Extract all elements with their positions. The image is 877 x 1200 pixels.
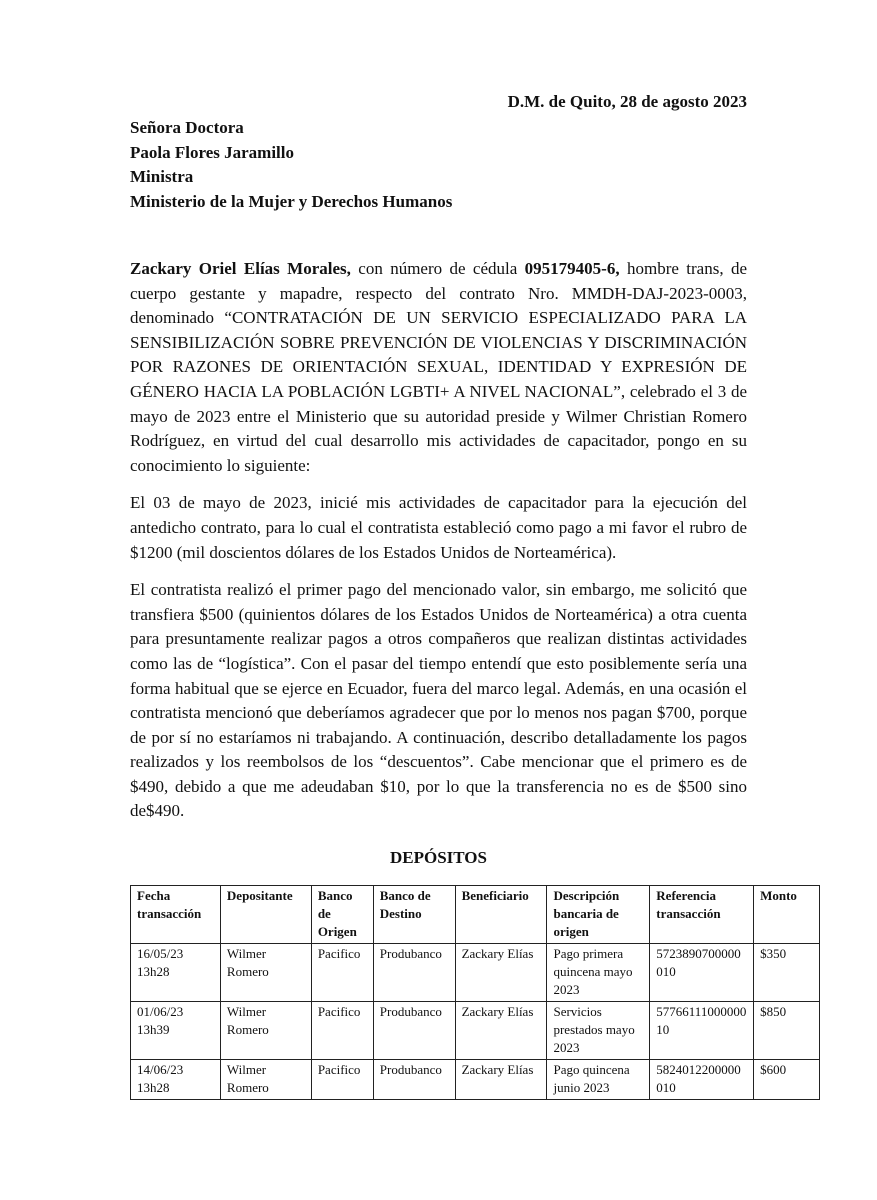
table-cell: Produbanco [373, 1060, 455, 1100]
col-header: Beneficiario [455, 886, 547, 944]
table-cell: Pacifico [311, 944, 373, 1002]
letter-body [130, 257, 747, 837]
addressee-name: Paola Flores Jaramillo [130, 142, 294, 162]
table-cell: Pacifico [311, 1002, 373, 1060]
table-cell: Wilmer Romero [220, 944, 311, 1002]
table-cell: $350 [754, 944, 820, 1002]
col-header: Fecha transacción [131, 886, 221, 944]
table-cell: Zackary Elías [455, 944, 547, 1002]
table-cell: Pago quincena junio 2023 [547, 1060, 650, 1100]
intro-text-2: hombre trans, de cuerpo gestante y mapadre, respecto del contrato Nro. MMDH-DAJ-2023-0003, denominado “CONTRATACIÓN DE UN SERVICIO ESPECIALIZADO PARA LA SENSIBILIZACIÓN SOBRE PREVENCIÓN DE VIOLENCIAS Y DISCRIMINACIÓN POR RAZONES DE ORIENTACIÓN SEXUAL, IDENTIDAD Y EXPRESIÓN DE GÉNERO HACIA LA POBLACIÓN LGBTI+ A NIVEL NACIONAL”, celebrado el 3 de mayo de 2023 entre el Ministerio que su autoridad preside y Wilmer Christian Romero Rodríguez, en virtud del cual desarrollo mis actividades de capacitador, pongo en su conocimiento lo siguiente: [130, 259, 747, 475]
table-row [131, 944, 820, 1002]
table-cell: 14/06/23 13h28 [131, 1060, 221, 1100]
col-header: Monto [754, 886, 820, 944]
intro-text-1: con número de cédula [350, 259, 525, 278]
table-cell: $600 [754, 1060, 820, 1100]
table-cell: 5776611100000010 [650, 1002, 754, 1060]
col-header: Banco de Destino [373, 886, 455, 944]
table-cell: Zackary Elías [455, 1002, 547, 1060]
addressee-title: Ministra [130, 167, 194, 186]
addressee-institution: Ministerio de la Mujer y Derechos Humanos [130, 191, 453, 211]
sender-name: Zackary Oriel Elías Morales, [130, 259, 351, 278]
table-header-row [131, 886, 820, 944]
table-cell: Pacifico [311, 1060, 373, 1100]
table-cell: 01/06/23 13h39 [131, 1002, 221, 1060]
table-cell: Servicios prestados mayo 2023 [547, 1002, 650, 1060]
addressee-salutation: Señora Doctora [130, 118, 244, 137]
id-number: 095179405-6, [524, 259, 620, 278]
table-cell: 5723890700000010 [650, 944, 754, 1002]
table-cell: 16/05/23 13h28 [131, 944, 221, 1002]
table-row [131, 1060, 820, 1100]
intro-paragraph [130, 257, 747, 478]
table-cell: Produbanco [373, 944, 455, 1002]
col-header: Referencia transacción [650, 886, 754, 944]
col-header: Descripción bancaria de origen [547, 886, 650, 944]
col-header: Depositante [220, 886, 311, 944]
table-cell: 5824012200000010 [650, 1060, 754, 1100]
table-cell: Zackary Elías [455, 1060, 547, 1100]
col-header: Banco de Origen [311, 886, 373, 944]
deposits-table [130, 885, 820, 1100]
table-cell: Pago primera quincena mayo 2023 [547, 944, 650, 1002]
table-cell: Produbanco [373, 1002, 455, 1060]
paragraph-start-activities: El 03 de mayo de 2023, inicié mis actividades de capacitador para la ejecución del antedicho contrato, para lo cual el contratista estableció como pago a mi favor el rubro de $1200 (mil doscientos dólares de los Estados Unidos de Norteamérica). [130, 493, 747, 562]
table-cell: Wilmer Romero [220, 1002, 311, 1060]
deposits-title: DEPÓSITOS [389, 848, 487, 867]
table-cell: $850 [754, 1002, 820, 1060]
addressee-block [130, 116, 452, 214]
table-row [131, 1002, 820, 1060]
table-cell: Wilmer Romero [220, 1060, 311, 1100]
letter-date: D.M. de Quito, 28 de agosto 2023 [507, 92, 747, 111]
paragraph-payments: El contratista realizó el primer pago del mencionado valor, sin embargo, me solicitó que transfiera $500 (quinientos dólares de los Estados Unidos de Norteamérica) a otra cuenta para presuntamente realizar pagos a otros compañeros que realizan distintas actividades como las de “logística”. Con el pasar del tiempo entendí que esto posiblemente sería una forma habitual que se ejerce en Ecuador, fuera del marco legal. Además, en una ocasión el contratista mencionó que deberíamos agradecer que por lo menos nos pagan $700, porque de por sí no estaríamos ni trabajando. A continuación, describo detalladamente los pagos realizados y los reembolsos de los “descuentos”. Cabe mencionar que el primero es de $490, debido a que me adeudaban $10, por lo que la transferencia no es de $500 sino de$490. [130, 580, 747, 821]
